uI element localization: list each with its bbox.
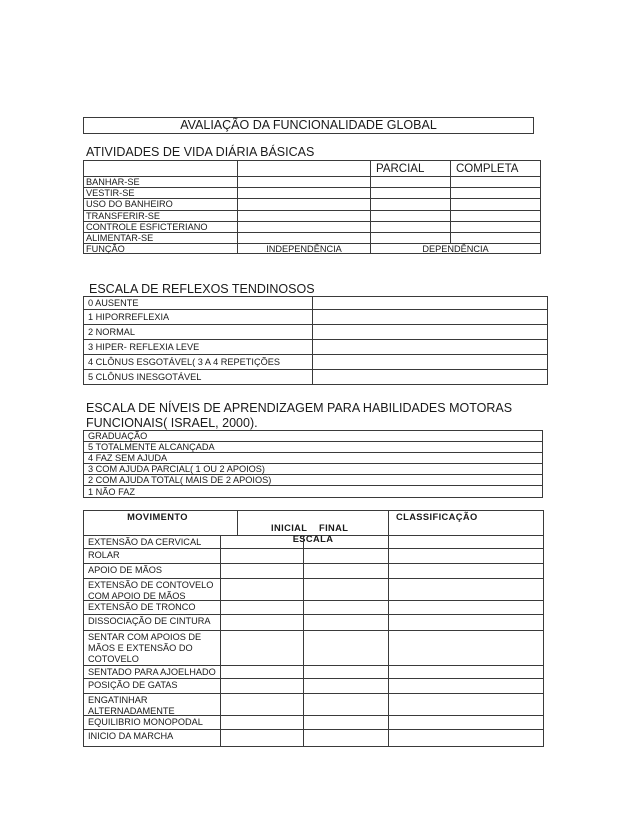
avd-partial-cell: [371, 199, 451, 211]
movement-label: EXTENSÃO DA CERVICAL: [84, 536, 221, 549]
avd-independence-cell: [238, 233, 371, 244]
initial-cell: [221, 694, 304, 716]
movement-label: POSIÇÃO DE GATAS: [84, 679, 221, 694]
avd-activity-label: USO DO BANHEIRO: [84, 199, 238, 211]
avd-activity-label: ALIMENTAR-SE: [84, 233, 238, 244]
avd-complete-cell: [451, 233, 541, 244]
scale-header: ESCALA: [292, 534, 334, 544]
avd-header-complete: COMPLETA: [451, 161, 541, 177]
classification-cell: [389, 601, 544, 615]
movement-label: EXTENSÃO DE CONTOVELO COM APOIO DE MÃOS: [84, 579, 221, 601]
avd-partial-cell: [371, 233, 451, 244]
movement-table: [83, 536, 544, 747]
classification-cell: [389, 549, 544, 564]
avd-table: [83, 160, 541, 254]
final-cell: [304, 679, 389, 694]
reflex-level-label: 3 HIPER- REFLEXIA LEVE: [84, 340, 313, 355]
avd-header-blank: [238, 161, 371, 177]
avd-independence-label: INDEPENDÊNCIA: [238, 244, 371, 254]
initial-cell: [221, 536, 304, 549]
avd-independence-cell: [238, 188, 371, 199]
avd-independence-cell: [238, 211, 371, 222]
reflex-table: [83, 296, 548, 385]
classification-cell: [389, 536, 544, 549]
final-cell: [304, 666, 389, 679]
movement-label: APOIO DE MÃOS: [84, 564, 221, 579]
reflex-cell: [313, 325, 548, 340]
learning-row: 5 TOTALMENTE ALCANÇADA: [84, 442, 543, 453]
avd-dependence-label: DEPENDÊNCIA: [371, 244, 541, 254]
movement-label: ROLAR: [84, 549, 221, 564]
movement-label: EXTENSÃO DE TRONCO: [84, 601, 221, 615]
learning-row: 2 COM AJUDA TOTAL( MAIS DE 2 APOIOS): [84, 475, 543, 486]
final-cell: [304, 564, 389, 579]
reflex-cell: [313, 297, 548, 310]
initial-cell: [221, 601, 304, 615]
learning-row: 1 NÃO FAZ: [84, 486, 543, 498]
avd-complete-cell: [451, 211, 541, 222]
classification-cell: [389, 564, 544, 579]
avd-activity-label: VESTIR-SE: [84, 188, 238, 199]
final-cell: [304, 631, 389, 666]
classification-cell: [389, 716, 544, 730]
final-cell: [304, 601, 389, 615]
movement-label: DISSOCIAÇÃO DE CINTURA: [84, 615, 221, 631]
reflex-level-label: 1 HIPORREFLEXIA: [84, 310, 313, 325]
final-cell: [304, 694, 389, 716]
classification-cell: [389, 615, 544, 631]
reflex-level-label: 4 CLÔNUS ESGOTÁVEL( 3 A 4 REPETIÇÕES: [84, 355, 313, 370]
learning-row: 3 COM AJUDA PARCIAL( 1 OU 2 APOIOS): [84, 464, 543, 475]
reflex-level-label: 2 NORMAL: [84, 325, 313, 340]
scale-header-cell: [238, 511, 389, 544]
final-cell: [304, 579, 389, 601]
avd-complete-cell: [451, 222, 541, 233]
movement-label: SENTAR COM APOIOS DE MÃOS E EXTENSÃO DO COTOVELO: [84, 631, 221, 666]
initial-cell: [221, 579, 304, 601]
reflex-level-label: 5 CLÔNUS INESGOTÁVEL: [84, 370, 313, 385]
avd-independence-cell: [238, 199, 371, 211]
initial-cell: [221, 615, 304, 631]
reflex-cell: [313, 355, 548, 370]
movement-label: ENGATINHAR ALTERNADAMENTE: [84, 694, 221, 716]
avd-complete-cell: [451, 188, 541, 199]
learning-row: 4 FAZ SEM AJUDA: [84, 453, 543, 464]
avd-activity-label: CONTROLE ESFICTERIANO: [84, 222, 238, 233]
avd-complete-cell: [451, 199, 541, 211]
final-cell: [304, 730, 389, 747]
final-cell: [304, 716, 389, 730]
avd-complete-cell: [451, 177, 541, 188]
classification-header: CLASSIFICAÇÃO: [389, 511, 544, 536]
initial-cell: [221, 631, 304, 666]
learning-table: [83, 430, 543, 498]
reflex-cell: [313, 370, 548, 385]
avd-partial-cell: [371, 211, 451, 222]
reflex-cell: [313, 310, 548, 325]
avd-function-label: FUNÇÃO: [84, 244, 238, 254]
scale-final-label: FINAL: [319, 523, 349, 533]
avd-partial-cell: [371, 188, 451, 199]
classification-cell: [389, 666, 544, 679]
page-title: AVALIAÇÃO DA FUNCIONALIDADE GLOBAL: [83, 117, 534, 134]
avd-heading: ATIVIDADES DE VIDA DIÁRIA BÁSICAS: [86, 145, 315, 159]
initial-cell: [221, 679, 304, 694]
initial-cell: [221, 730, 304, 747]
reflex-cell: [313, 340, 548, 355]
reflex-level-label: 0 AUSENTE: [84, 297, 313, 310]
reflex-heading: ESCALA DE REFLEXOS TENDINOSOS: [89, 282, 315, 296]
avd-partial-cell: [371, 177, 451, 188]
avd-activity-label: BANHAR-SE: [84, 177, 238, 188]
movement-label: EQUILIBRIO MONOPODAL: [84, 716, 221, 730]
initial-cell: [221, 549, 304, 564]
avd-independence-cell: [238, 177, 371, 188]
final-cell: [304, 536, 389, 549]
final-cell: [304, 615, 389, 631]
classification-cell: [389, 679, 544, 694]
avd-header-partial: PARCIAL: [371, 161, 451, 177]
classification-cell: [389, 694, 544, 716]
classification-cell: [389, 579, 544, 601]
initial-cell: [221, 666, 304, 679]
avd-activity-label: TRANSFERIR-SE: [84, 211, 238, 222]
classification-cell: [389, 730, 544, 747]
classification-cell: [389, 631, 544, 666]
movement-header: MOVIMENTO: [84, 511, 238, 536]
movement-label: SENTADO PARA AJOELHADO: [84, 666, 221, 679]
learning-heading: ESCALA DE NÍVEIS DE APRENDIZAGEM PARA HABILIDADES MOTORAS FUNCIONAIS( ISRAEL, 2000).: [86, 401, 513, 430]
avd-header-blank: [84, 161, 238, 177]
movement-label: INICIO DA MARCHA: [84, 730, 221, 747]
initial-cell: [221, 716, 304, 730]
avd-partial-cell: [371, 222, 451, 233]
avd-independence-cell: [238, 222, 371, 233]
learning-row: GRADUAÇÃO: [84, 431, 543, 442]
scale-initial-label: INICIAL: [271, 523, 308, 533]
initial-cell: [221, 564, 304, 579]
final-cell: [304, 549, 389, 564]
